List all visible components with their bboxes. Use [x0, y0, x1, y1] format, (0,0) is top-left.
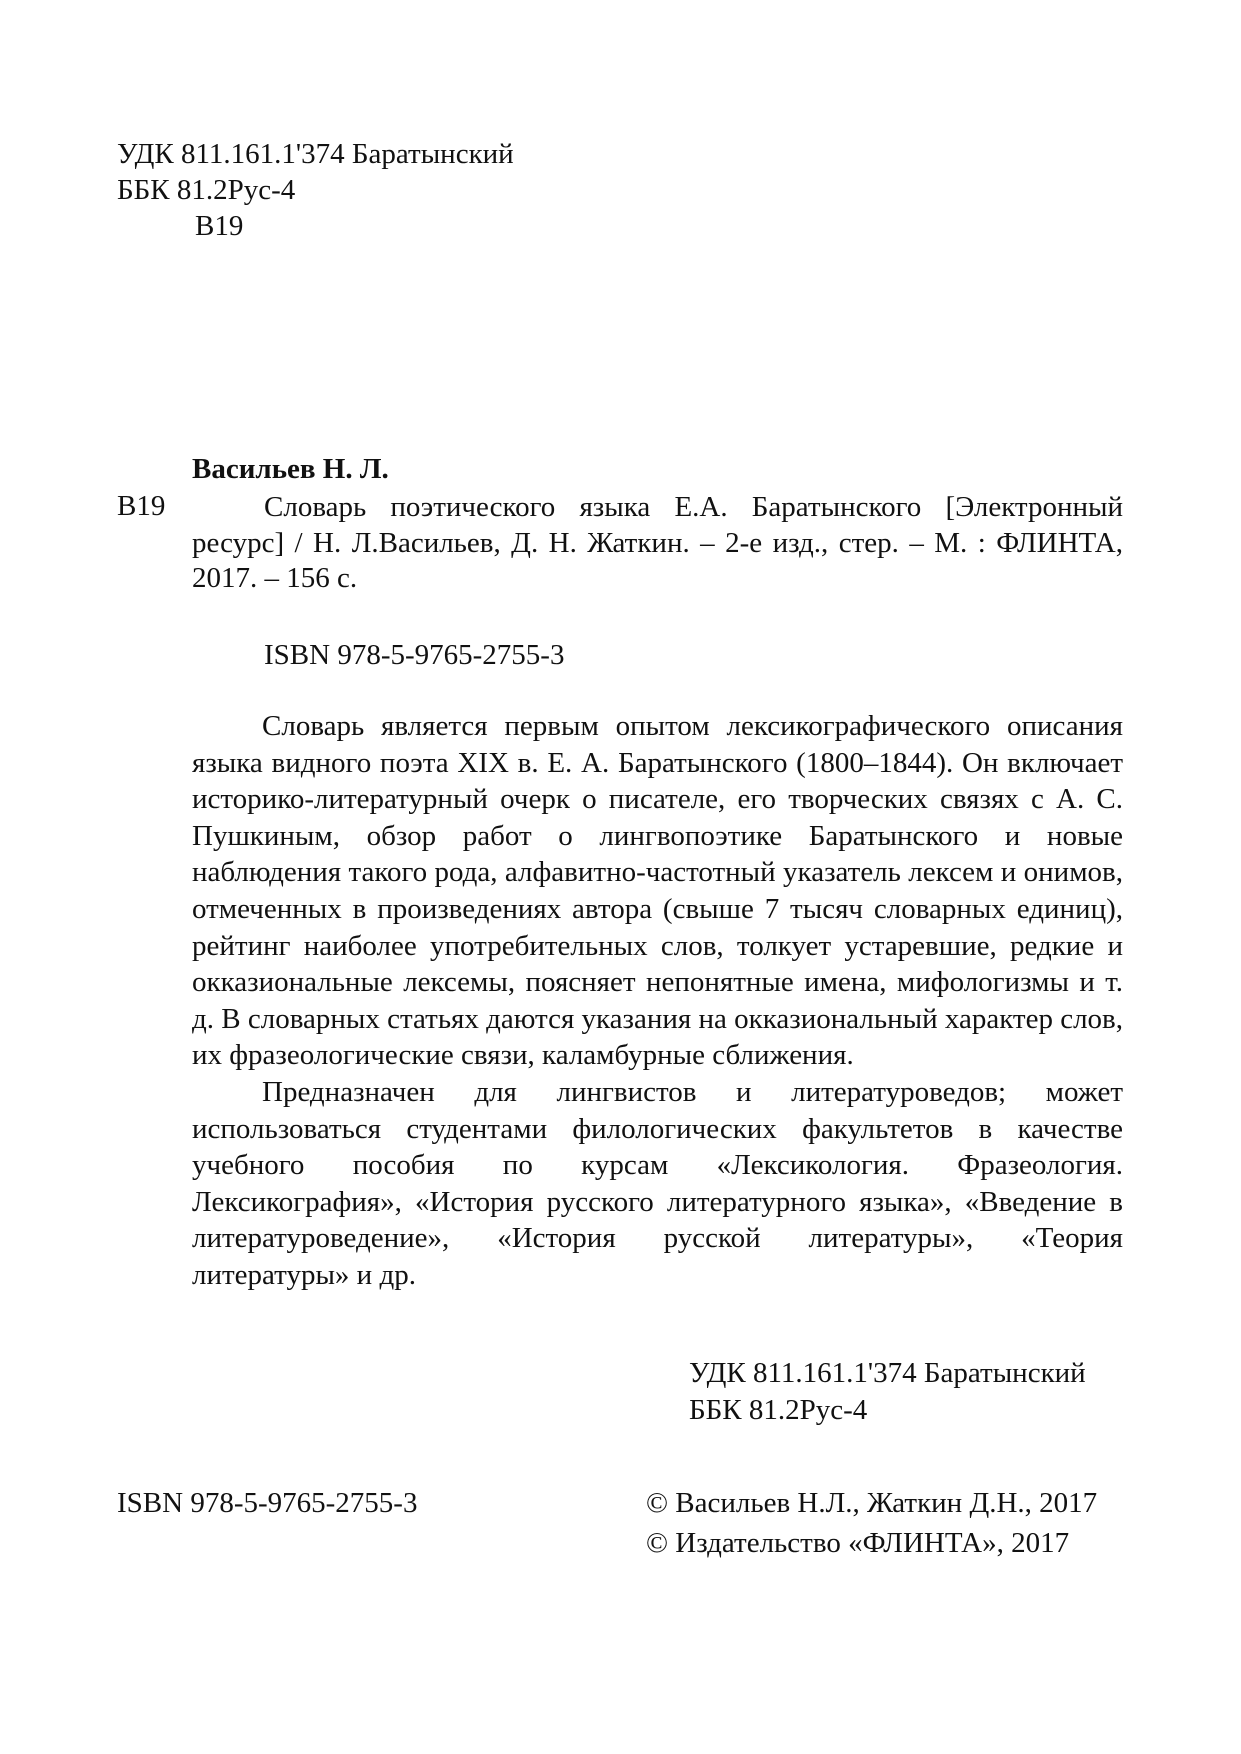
- entry-title-line-2: ресурс] / Н. Л.Васильев, Д. Н. Жаткин. – 2-е изд., стер. – М. : ФЛИНТА,: [192, 527, 1123, 559]
- entry-title-line-3: 2017. – 156 с.: [192, 562, 358, 594]
- header-udk: УДК 811.161.1'374 Баратынский: [117, 138, 514, 170]
- annotation-paragraph-1: Словарь является первым опытом лексикографического описания языка видного поэта XIX в. Е. А. Баратынского (1800–1844). Он включает историко-литературный очерк о писателе, его творческих связях с А. С. Пушкиным, обзор работ о лингвопоэтике Баратынского и новые наблюдения такого рода, алфавитно-частотный указатель лексем и онимов, отмеченных в произведениях автора (свыше 7 тысяч словарных единиц), рейтинг наиболее употребительных слов, толкует устаревшие, редкие и окказиональные лексемы, поясняет непонятные имена, мифологизмы и т. д. В словарных статьях даются указания на окказиональный характер слов, их фразеологические связи, каламбурные сближения.: [192, 710, 1124, 1072]
- entry-code: В19: [117, 490, 166, 522]
- entry-title-line-1: Словарь поэтического языка Е.А. Баратынского [Электронный: [264, 491, 1123, 523]
- footer-isbn: ISBN 978-5-9765-2755-3: [117, 1487, 418, 1519]
- header-code: В19: [195, 210, 244, 242]
- annotation-paragraph-2: Предназначен для лингвистов и литературоведов; может использоваться студентами филологических факультетов в качестве учебного пособия по курсам «Лексикология. Фразеология. Лексикография», «История русского литературного языка», «Введение в литературоведение», «История русской литературы», «Теория литературы» и др.: [192, 1075, 1123, 1291]
- footer-copyright-publisher: © Издательство «ФЛИНТА», 2017: [646, 1527, 1070, 1559]
- annotation: [192, 708, 1123, 1294]
- classification-bbk: ББК 81.2Рус-4: [689, 1394, 868, 1426]
- header-bbk: ББК 81.2Рус-4: [117, 174, 296, 206]
- entry-author: Васильев Н. Л.: [192, 453, 389, 485]
- classification-udk: УДК 811.161.1'374 Баратынский: [689, 1357, 1086, 1389]
- footer-copyright-authors: © Васильев Н.Л., Жаткин Д.Н., 2017: [646, 1487, 1098, 1519]
- entry-isbn: ISBN 978-5-9765-2755-3: [264, 639, 565, 671]
